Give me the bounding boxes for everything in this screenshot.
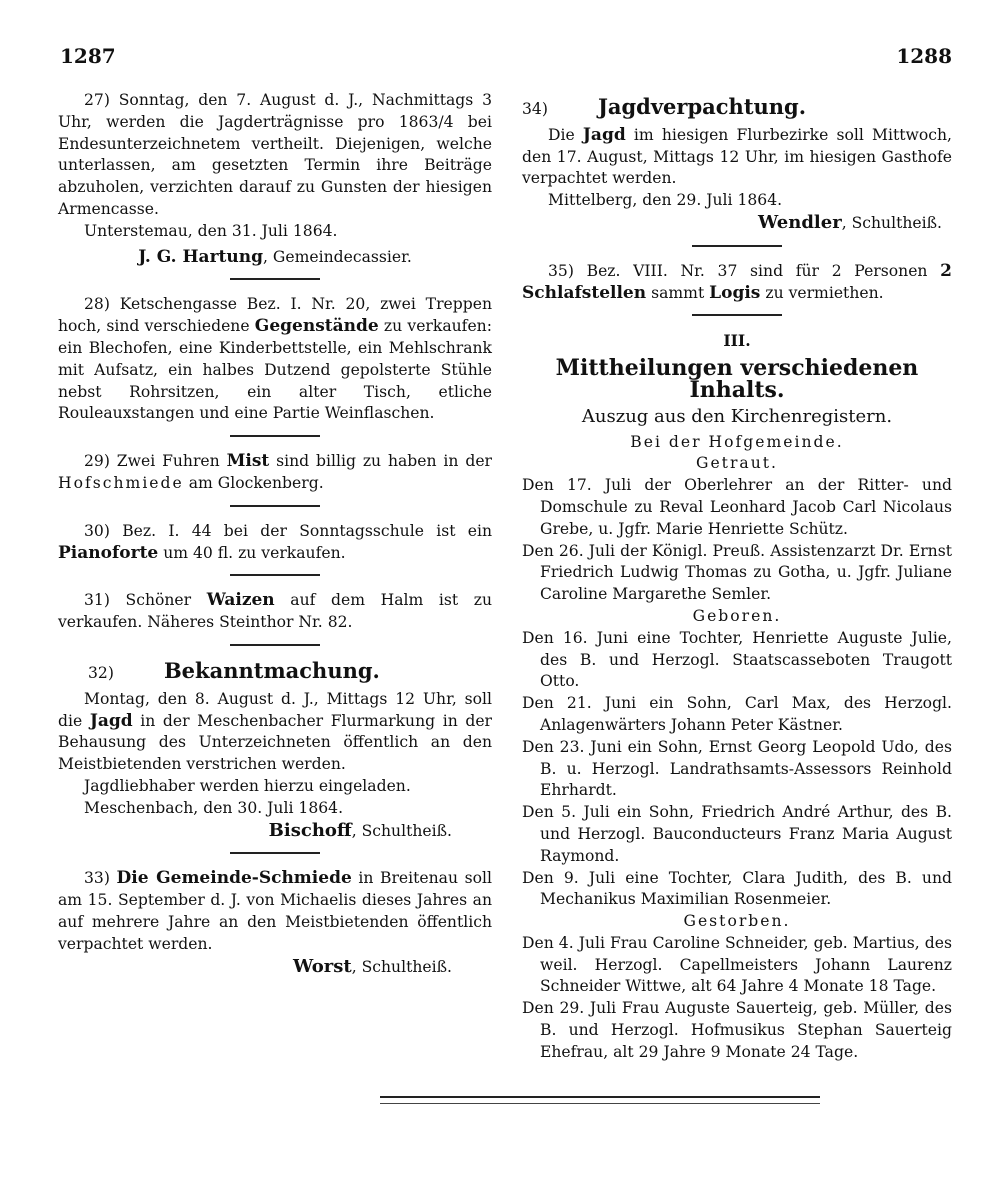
notice-28-emph: Gegenstände xyxy=(254,316,379,337)
notice-30-emph: Pianoforte xyxy=(58,542,159,563)
notice-31 xyxy=(58,590,492,634)
getraut-label: Getraut. xyxy=(696,454,778,473)
notice-32-signer: Bischoff xyxy=(268,819,352,841)
notice-34-signer: Wendler xyxy=(758,211,842,233)
notice-33-post: in Breitenau soll am 15. September d. J. von Michaelis dieses Jahres an auf mehrere Jahre an den Meistbietenden öffentlich verpachtet werden. xyxy=(58,869,492,953)
notice-32-line2: Jagdliebhaber werden hierzu eingeladen. xyxy=(84,776,411,795)
notice-32-emph: Jagd xyxy=(89,710,133,731)
notice-34-emph: Jagd xyxy=(582,124,626,145)
gestorben-label: Gestorben. xyxy=(683,912,791,931)
notice-29 xyxy=(58,451,492,495)
notice-34-place: Mittelberg, den 29. Juli 1864. xyxy=(548,191,783,210)
notice-32-text xyxy=(58,689,492,776)
geboren-entry: Den 21. Juni ein Sohn, Carl Max, des Herzogl. Anlagenwärters Johann Peter Kästner. xyxy=(522,694,952,734)
congregation-heading: Bei der Hofgemeinde. xyxy=(630,432,844,451)
notice-29-spaced: Hofschmiede xyxy=(58,473,184,492)
notice-32-place: Meschenbach, den 30. Juli 1864. xyxy=(84,798,344,817)
notice-35-pre: 35) Bez. VIII. Nr. 37 sind für 2 Personen xyxy=(548,261,941,280)
notice-29-post: am Glockenberg. xyxy=(183,473,324,492)
notice-27-signature xyxy=(58,243,492,269)
notice-32-num: 32) xyxy=(88,663,114,682)
geboren-entry: Den 23. Juni ein Sohn, Ernst Georg Leopold Udo, des B. u. Herzogl. Landrathsamts-Assessors Reinhold Ehrhardt. xyxy=(522,737,952,800)
notice-32-post: in der Meschenbacher Flurmarkung in der Behausung des Unterzeichneten öffentlich an den Meistbietenden verstrichen werden. xyxy=(58,711,493,774)
notice-33-emph: Die Gemeinde-Schmiede xyxy=(116,868,352,889)
page-number-left: 1287 xyxy=(60,44,116,68)
notice-34-text xyxy=(522,125,952,190)
divider xyxy=(692,245,782,247)
gestorben-entry: Den 4. Juli Frau Caroline Schneider, geb. Martius, des weil. Herzogl. Capellmeisters Johann Laurenz Schneider Wittwe, alt 64 Jahre 4 Monate 18 Tage. xyxy=(522,933,952,996)
notice-32-title: Bekanntmachung. xyxy=(163,657,380,683)
notice-32 xyxy=(58,657,493,842)
notice-27-place: Unterstemau, den 31. Juli 1864. xyxy=(84,221,338,240)
notice-27-text: 27) Sonntag, den 7. August d. J., Nachmittags 3 Uhr, werden die Jagderträgnisse pro 1863/4 bei Endesunterzeichnetem vertheilt. Diejenigen, welche unterlassen, am gesetzten Termin ihre Beiträge abzuholen, verzichten darauf zu Gunsten der hiesigen Armencasse. xyxy=(58,91,492,218)
notice-32-signature xyxy=(58,820,492,843)
getraut-entry: Den 17. Juli der Oberlehrer an der Ritter- und Domschule zu Reval Leonhard Jacob Carl Nicolaus Grebe, u. Jgfr. Marie Henriette Schütz. xyxy=(522,476,952,538)
notice-35-emph2: Logis xyxy=(709,282,761,303)
section-roman: III. xyxy=(723,331,751,351)
geboren-label: Geboren. xyxy=(692,606,782,625)
notice-27-signer: J. G. Hartung xyxy=(138,246,263,267)
notice-35-post: zu vermiethen. xyxy=(760,283,884,302)
notice-30-text xyxy=(58,521,492,565)
notice-34-post: im hiesigen Flurbezirke soll Mittwoch, den 17. August, Mittags 12 Uhr, im hiesigen Gasthofe verpachtet werden. xyxy=(522,125,952,188)
notice-33-signer: Worst xyxy=(293,955,352,977)
getraut-entry: Den 26. Juli der Königl. Preuß. Assistenzarzt Dr. Ernst Friedrich Ludwig Thomas zu Gotha, u. Jgfr. Juliane Caroline Margarethe Semler. xyxy=(522,541,952,604)
notice-29-pre: 29) Zwei Fuhren xyxy=(84,452,227,471)
notice-34-title: Jagdverpachtung. xyxy=(597,94,807,119)
notice-30 xyxy=(58,521,492,565)
notice-35-mid: sammt xyxy=(646,283,710,302)
divider xyxy=(230,278,320,280)
section-subtitle: Auszug aus den Kirchenregistern. xyxy=(581,405,893,427)
notice-28-post: zu verkaufen: ein Blechofen, eine Kinderbettstelle, ein Mehlschrank mit Aufsatz, ein halbes Dutzend gepolsterte Stühle nebst Rohrsitzen, ein alter Tisch, etliche Rouleauxstangen und eine Partie Weinflaschen. xyxy=(58,317,492,423)
notice-27 xyxy=(58,90,492,268)
notice-31-pre: 31) Schöner xyxy=(84,591,207,610)
notice-28 xyxy=(58,294,492,425)
notice-31-emph: Waizen xyxy=(206,590,275,611)
notice-31-text xyxy=(58,590,492,634)
notice-33 xyxy=(58,868,492,978)
notice-29-emph: Mist xyxy=(226,451,270,472)
notice-34-signature xyxy=(522,212,952,235)
notice-35-emph1: 2 Schlafstellen xyxy=(522,260,952,303)
notice-33-signer-role: , Schultheiß. xyxy=(351,957,452,976)
notice-32-signer-role: , Schultheiß. xyxy=(351,821,452,840)
geboren-entry: Den 9. Juli eine Tochter, Clara Judith, des B. und Mechanikus Maximilian Rosenmeier. xyxy=(522,868,952,909)
right-column xyxy=(522,90,952,1064)
notice-33-text xyxy=(58,868,492,955)
divider xyxy=(230,852,320,854)
notice-35-text xyxy=(522,261,952,305)
bottom-rule xyxy=(380,1096,820,1098)
geboren-entry: Den 5. Juli ein Sohn, Friedrich André Arthur, des B. und Herzogl. Bauconducteurs Franz Maria August Raymond. xyxy=(522,803,952,865)
notice-33-signature xyxy=(58,956,492,979)
page-number-right: 1288 xyxy=(896,44,952,68)
bottom-rule-thin xyxy=(380,1103,820,1104)
notice-31-post: auf dem Halm ist zu verkaufen. Näheres Steinthor Nr. 82. xyxy=(58,591,493,632)
notice-29-mid: sind billig zu haben in der xyxy=(269,452,492,471)
notice-30-pre: 30) Bez. I. 44 bei der Sonntagsschule ist ein xyxy=(84,521,492,540)
geboren-entry: Den 16. Juni eine Tochter, Henriette Auguste Julie, des B. und Herzogl. Staatscasseboten Traugott Otto. xyxy=(522,628,952,691)
notice-34-num: 34) xyxy=(522,100,548,118)
section-iii xyxy=(522,330,952,1063)
notice-28-pre: 28) Ketschengasse Bez. I. Nr. 20, zwei Treppen hoch, sind verschiedene xyxy=(58,295,492,336)
notice-35 xyxy=(522,261,952,305)
notice-27-signer-role: , Gemeindecassier. xyxy=(263,247,412,266)
notice-34-heading xyxy=(522,96,952,121)
notice-29-text xyxy=(58,451,492,495)
divider xyxy=(692,314,782,316)
notice-34-signer-role: , Schultheiß. xyxy=(841,213,942,232)
divider xyxy=(230,644,320,646)
notice-32-heading xyxy=(58,657,492,685)
divider xyxy=(230,505,320,507)
divider xyxy=(230,435,320,437)
divider xyxy=(230,574,320,576)
notice-33-pre: 33) xyxy=(84,869,117,888)
section-title: Mittheilungen verschiedenen Inhalts. xyxy=(555,355,919,403)
notice-28-text xyxy=(58,294,492,425)
notice-34-pre: Die xyxy=(548,125,583,144)
notice-32-pre: Montag, den 8. August d. J., Mittags 12 Uhr, soll die xyxy=(58,689,492,730)
gestorben-entry: Den 29. Juli Frau Auguste Sauerteig, geb. Müller, des B. und Herzogl. Hofmusikus Stephan Sauerteig Ehefrau, alt 29 Jahre 9 Monate 24 Tage. xyxy=(522,999,952,1061)
left-column xyxy=(58,90,492,978)
notice-30-post: um 40 fl. zu verkaufen. xyxy=(158,543,346,562)
notice-34 xyxy=(522,96,952,235)
